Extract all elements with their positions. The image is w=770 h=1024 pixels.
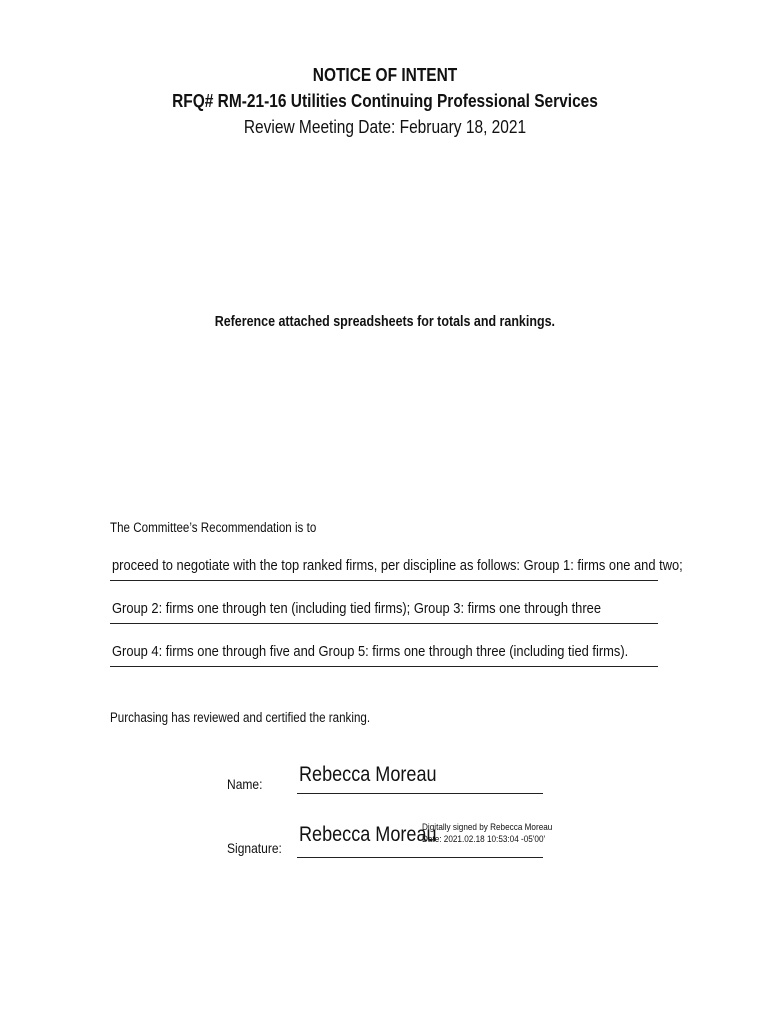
recommendation-line-text: Group 2: firms one through ten (including tied firms); Group 3: firms one through three — [112, 600, 602, 617]
recommendation-line-text: proceed to negotiate with the top ranked firms, per discipline as follows: Group 1: firms one and two; — [112, 557, 683, 574]
recommendation-line-text: Group 4: firms one through five and Group 5: firms one through three (including tied firms). — [112, 643, 629, 660]
name-label: Name: — [227, 776, 263, 792]
signature-field[interactable] — [297, 815, 553, 858]
digitally-signed-by: Digitally signed by Rebecca Moreau — [422, 822, 553, 833]
purchasing-statement: Purchasing has reviewed and certified the ranking. — [110, 710, 371, 725]
digital-signature-date: Date: 2021.02.18 10:53:04 -05'00' — [422, 834, 546, 845]
signature-value: Rebecca Moreau — [299, 823, 437, 846]
signature-label: Signature: — [227, 840, 282, 856]
recommendation-line — [110, 597, 658, 624]
document-title: NOTICE OF INTENT — [312, 65, 458, 85]
review-meeting-date: Review Meeting Date: February 18, 2021 — [243, 117, 527, 137]
rfq-title: RFQ# RM-21-16 Utilities Continuing Professional Services — [172, 91, 598, 111]
document-header — [0, 62, 770, 140]
reference-note — [0, 314, 770, 330]
reference-keyword: Reference — [214, 314, 276, 330]
committee-recommendation-label: The Committee’s Recommendation is to — [110, 520, 317, 535]
recommendation-line — [110, 640, 658, 667]
reference-text: attached spreadsheets for totals and rankings. — [275, 314, 556, 330]
name-value: Rebecca Moreau — [299, 763, 437, 786]
recommendation-line — [110, 554, 683, 581]
digital-signature-details — [422, 822, 552, 846]
name-field — [297, 757, 543, 794]
